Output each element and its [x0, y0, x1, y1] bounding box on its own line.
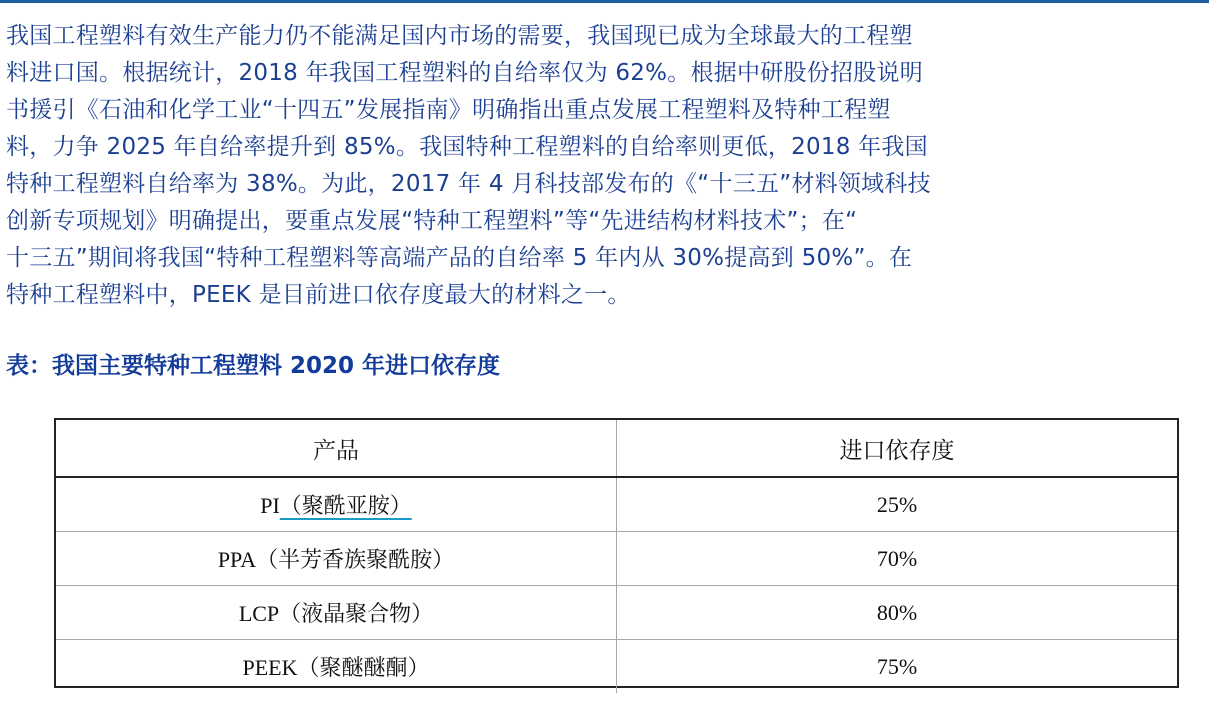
dependency-value: 25%	[617, 477, 1178, 532]
paragraph-line: 书援引《石油和化学工业“十四五”发展指南》明确指出重点发展工程塑料及特种工程塑	[6, 97, 891, 123]
product-cell	[56, 477, 617, 532]
product-abbr: PEEK	[242, 655, 298, 680]
product-abbr: PPA	[217, 547, 257, 572]
body-paragraph	[6, 18, 1201, 314]
paragraph-line: 特种工程塑料自给率为 38%。为此，2017 年 4 月科技部发布的《“十三五”材料领域科技	[6, 171, 931, 197]
product-abbr: PI	[260, 493, 280, 518]
data-table	[56, 420, 1177, 693]
paragraph-line: 料进口国。根据统计，2018 年我国工程塑料的自给率仅为 62%。根据中研股份招股说明	[6, 60, 924, 86]
paragraph-line: 特种工程塑料中，PEEK 是目前进口依存度最大的材料之一。	[6, 282, 631, 308]
table-row	[56, 477, 1177, 532]
top-rule	[0, 0, 1209, 3]
product-cell	[56, 640, 617, 694]
product-cell	[56, 532, 617, 586]
product-abbr: LCP	[238, 601, 280, 626]
paragraph-line: 创新专项规划》明确提出，要重点发展“特种工程塑料”等“先进结构材料技术”；在“	[6, 208, 858, 234]
table-row	[56, 532, 1177, 586]
table-row	[56, 640, 1177, 694]
paragraph-line: 料，力争 2025 年自给率提升到 85%。我国特种工程塑料的自给率则更低，2018 年我国	[6, 134, 928, 160]
product-name-link[interactable]: （聚酰亚胺）	[279, 493, 412, 518]
dependency-value: 80%	[617, 586, 1178, 640]
table-header-row	[56, 420, 1177, 477]
dependency-value: 75%	[617, 640, 1178, 694]
product-cell	[56, 586, 617, 640]
product-name: （液晶聚合物）	[279, 601, 434, 626]
table-row	[56, 586, 1177, 640]
paragraph-line: 十三五”期间将我国“特种工程塑料等高端产品的自给率 5 年内从 30%提高到 50%”。在	[6, 245, 913, 271]
paragraph-line: 我国工程塑料有效生产能力仍不能满足国内市场的需要，我国现已成为全球最大的工程塑	[6, 23, 913, 49]
table-caption: 表：我国主要特种工程塑料 2020 年进口依存度	[6, 353, 501, 379]
import-dependency-table	[54, 418, 1179, 688]
product-name: （聚醚醚酮）	[297, 655, 430, 680]
product-name: （半芳香族聚酰胺）	[256, 547, 455, 572]
header-product: 产品	[56, 420, 617, 477]
header-import-dependency: 进口依存度	[617, 420, 1178, 477]
dependency-value: 70%	[617, 532, 1178, 586]
